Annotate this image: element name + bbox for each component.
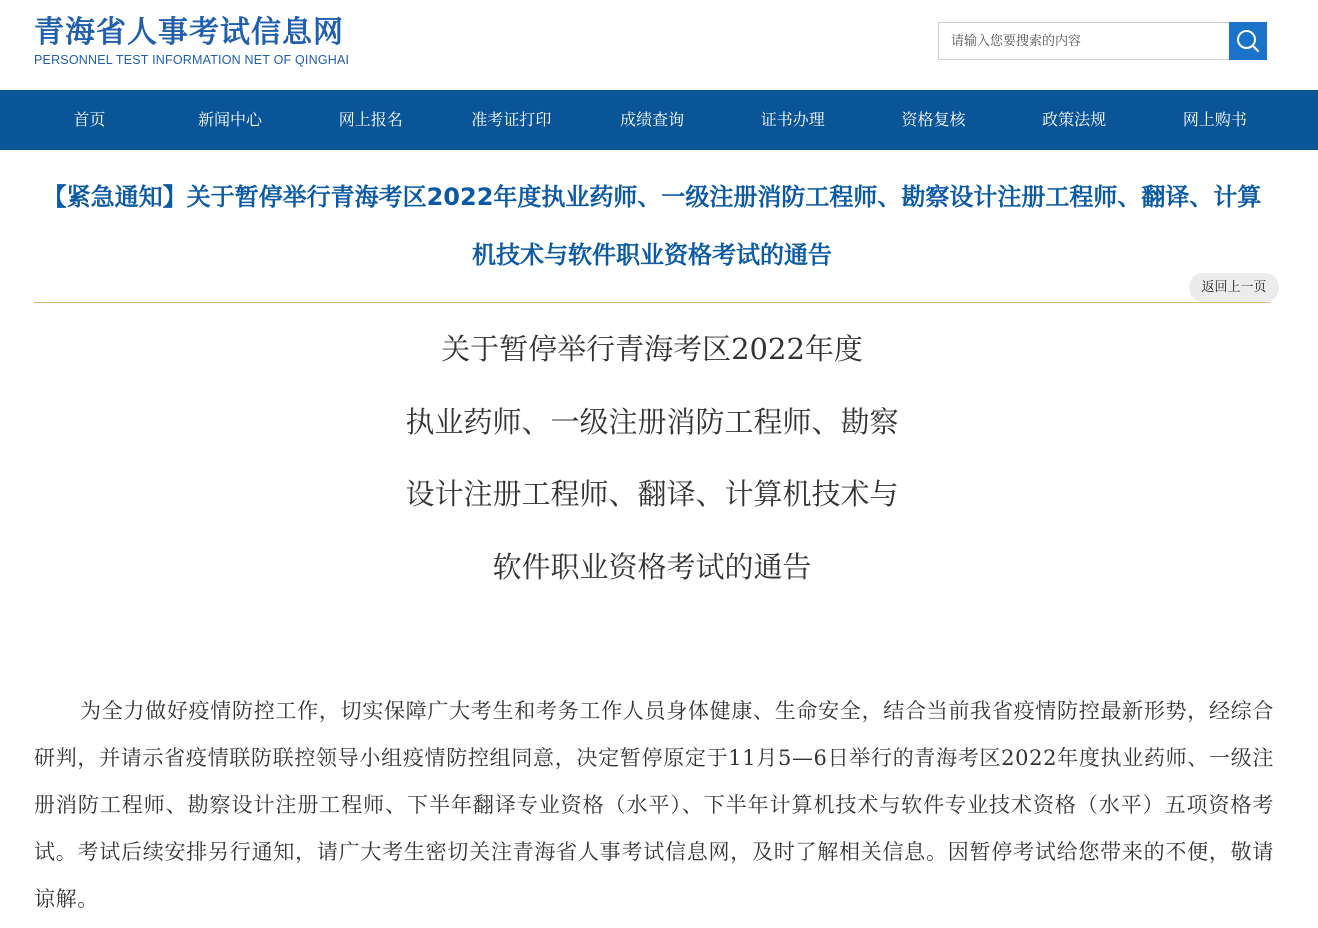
article-title-line: 执业药师、一级注册消防工程师、勘察: [405, 404, 899, 439]
article-title: [300, 313, 1004, 603]
nav-item-policies[interactable]: 政策法规: [1042, 110, 1107, 129]
site-logo[interactable]: [34, 14, 349, 68]
nav-item-books[interactable]: 网上购书: [1182, 110, 1247, 129]
divider: [34, 302, 1270, 303]
search-button[interactable]: [1229, 22, 1267, 60]
logo-subtitle: PERSONNEL TEST INFORMATION NET OF QINGHAI: [34, 53, 350, 67]
nav-item-scores[interactable]: 成绩查询: [620, 110, 685, 129]
main-nav: [0, 90, 1318, 150]
nav-item-home[interactable]: 首页: [73, 110, 106, 129]
site-header: [0, 0, 1318, 90]
nav-item-review[interactable]: 资格复核: [901, 110, 966, 129]
logo-title: 青海省人事考试信息网: [34, 15, 344, 50]
article-title-line: 设计注册工程师、翻译、计算机技术与: [405, 477, 899, 511]
article-title-line: 软件职业资格考试的通告: [492, 549, 812, 584]
notice-title: 【紧急通知】关于暂停举行青海考区2022年度执业药师、一级注册消防工程师、勘察设计注册工程师、翻译、计算机技术与软件职业资格考试的通告: [42, 183, 1262, 269]
article-title-line: 关于暂停举行青海考区2022年度: [441, 332, 863, 366]
search-input[interactable]: [938, 22, 1229, 60]
nav-item-admission-ticket[interactable]: 准考证打印: [471, 110, 552, 129]
article-body: 为全力做好疫情防控工作，切实保障广大考生和考务工作人员身体健康、生命安全，结合当前我省疫情防控最新形势，经综合研判，并请示省疫情联防联控领导小组疫情防控组同意，决定暂停原定于11月5—6日举行的青海考区2022年度执业药师、一级注册消防工程师、勘察设计注册工程师、下半年翻译专业资格（水平）、下半年计算机技术与软件专业技术资格（水平）五项资格考试。考试后续安排另行通知，请广大考生密切关注青海省人事考试信息网，及时了解相关信息。因暂停考试给您带来的不便，敬请谅解。: [34, 699, 1274, 911]
search-bar: [938, 22, 1267, 60]
nav-item-certificates[interactable]: 证书办理: [760, 110, 825, 129]
nav-item-registration[interactable]: 网上报名: [338, 110, 403, 129]
nav-item-news[interactable]: 新闻中心: [198, 110, 263, 129]
back-button[interactable]: 返回上一页: [1189, 273, 1279, 302]
search-icon: [1235, 28, 1261, 54]
